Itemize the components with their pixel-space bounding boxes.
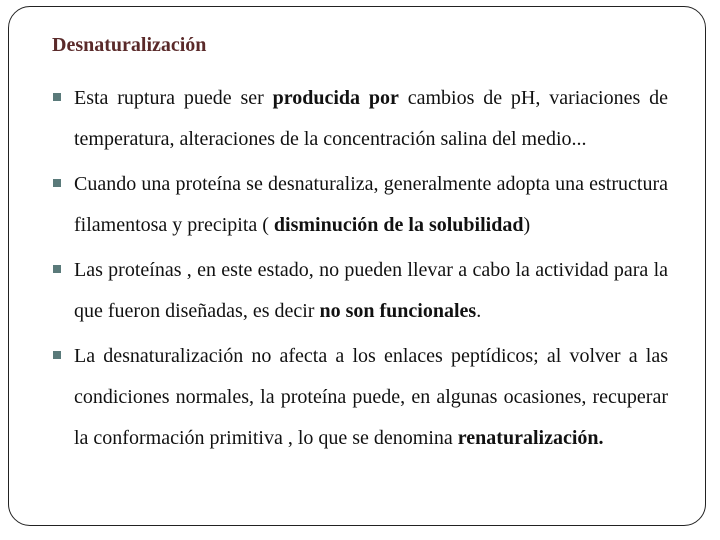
square-bullet-icon — [53, 93, 61, 101]
square-bullet-icon — [53, 179, 61, 187]
bullet-text-segment: La desnaturalización no afecta a los enlaces peptídicos; al volver a las condiciones normales, la proteína puede, en algunas ocasiones, recuperar la conformación primitiva , lo que se denomina — [74, 345, 668, 449]
bullet-text-segment: Cuando una proteína se desnaturaliza, generalmente adopta una estructura filamentosa y precipita ( — [74, 173, 668, 236]
bullet-bold-segment: renaturalización. — [457, 427, 604, 449]
bullet-bold-segment: producida por — [272, 87, 399, 109]
square-bullet-icon — [53, 265, 61, 273]
bullet-text-segment: ) — [523, 214, 531, 236]
bullet-text-segment: Las proteínas , en este estado, no pueden llevar a cabo la actividad para la que fueron diseñadas, es decir — [74, 259, 668, 322]
bullet-text-segment: cambios de pH, variaciones de temperatura, alteraciones de la concentración salina del medio... — [74, 87, 668, 150]
square-bullet-icon — [53, 351, 61, 359]
slide-title: Desnaturalización — [52, 34, 207, 56]
bullet-item — [52, 78, 668, 160]
bullet-list — [52, 78, 668, 463]
bullet-text-segment: Esta ruptura puede ser — [74, 87, 273, 109]
bullet-bold-segment: no son funcionales — [319, 300, 477, 322]
bullet-item — [52, 250, 668, 332]
bullet-bold-segment: disminución de la solubilidad — [273, 214, 524, 236]
bullet-text-segment: . — [476, 300, 482, 322]
bullet-item — [52, 164, 668, 246]
bullet-item — [52, 336, 668, 459]
